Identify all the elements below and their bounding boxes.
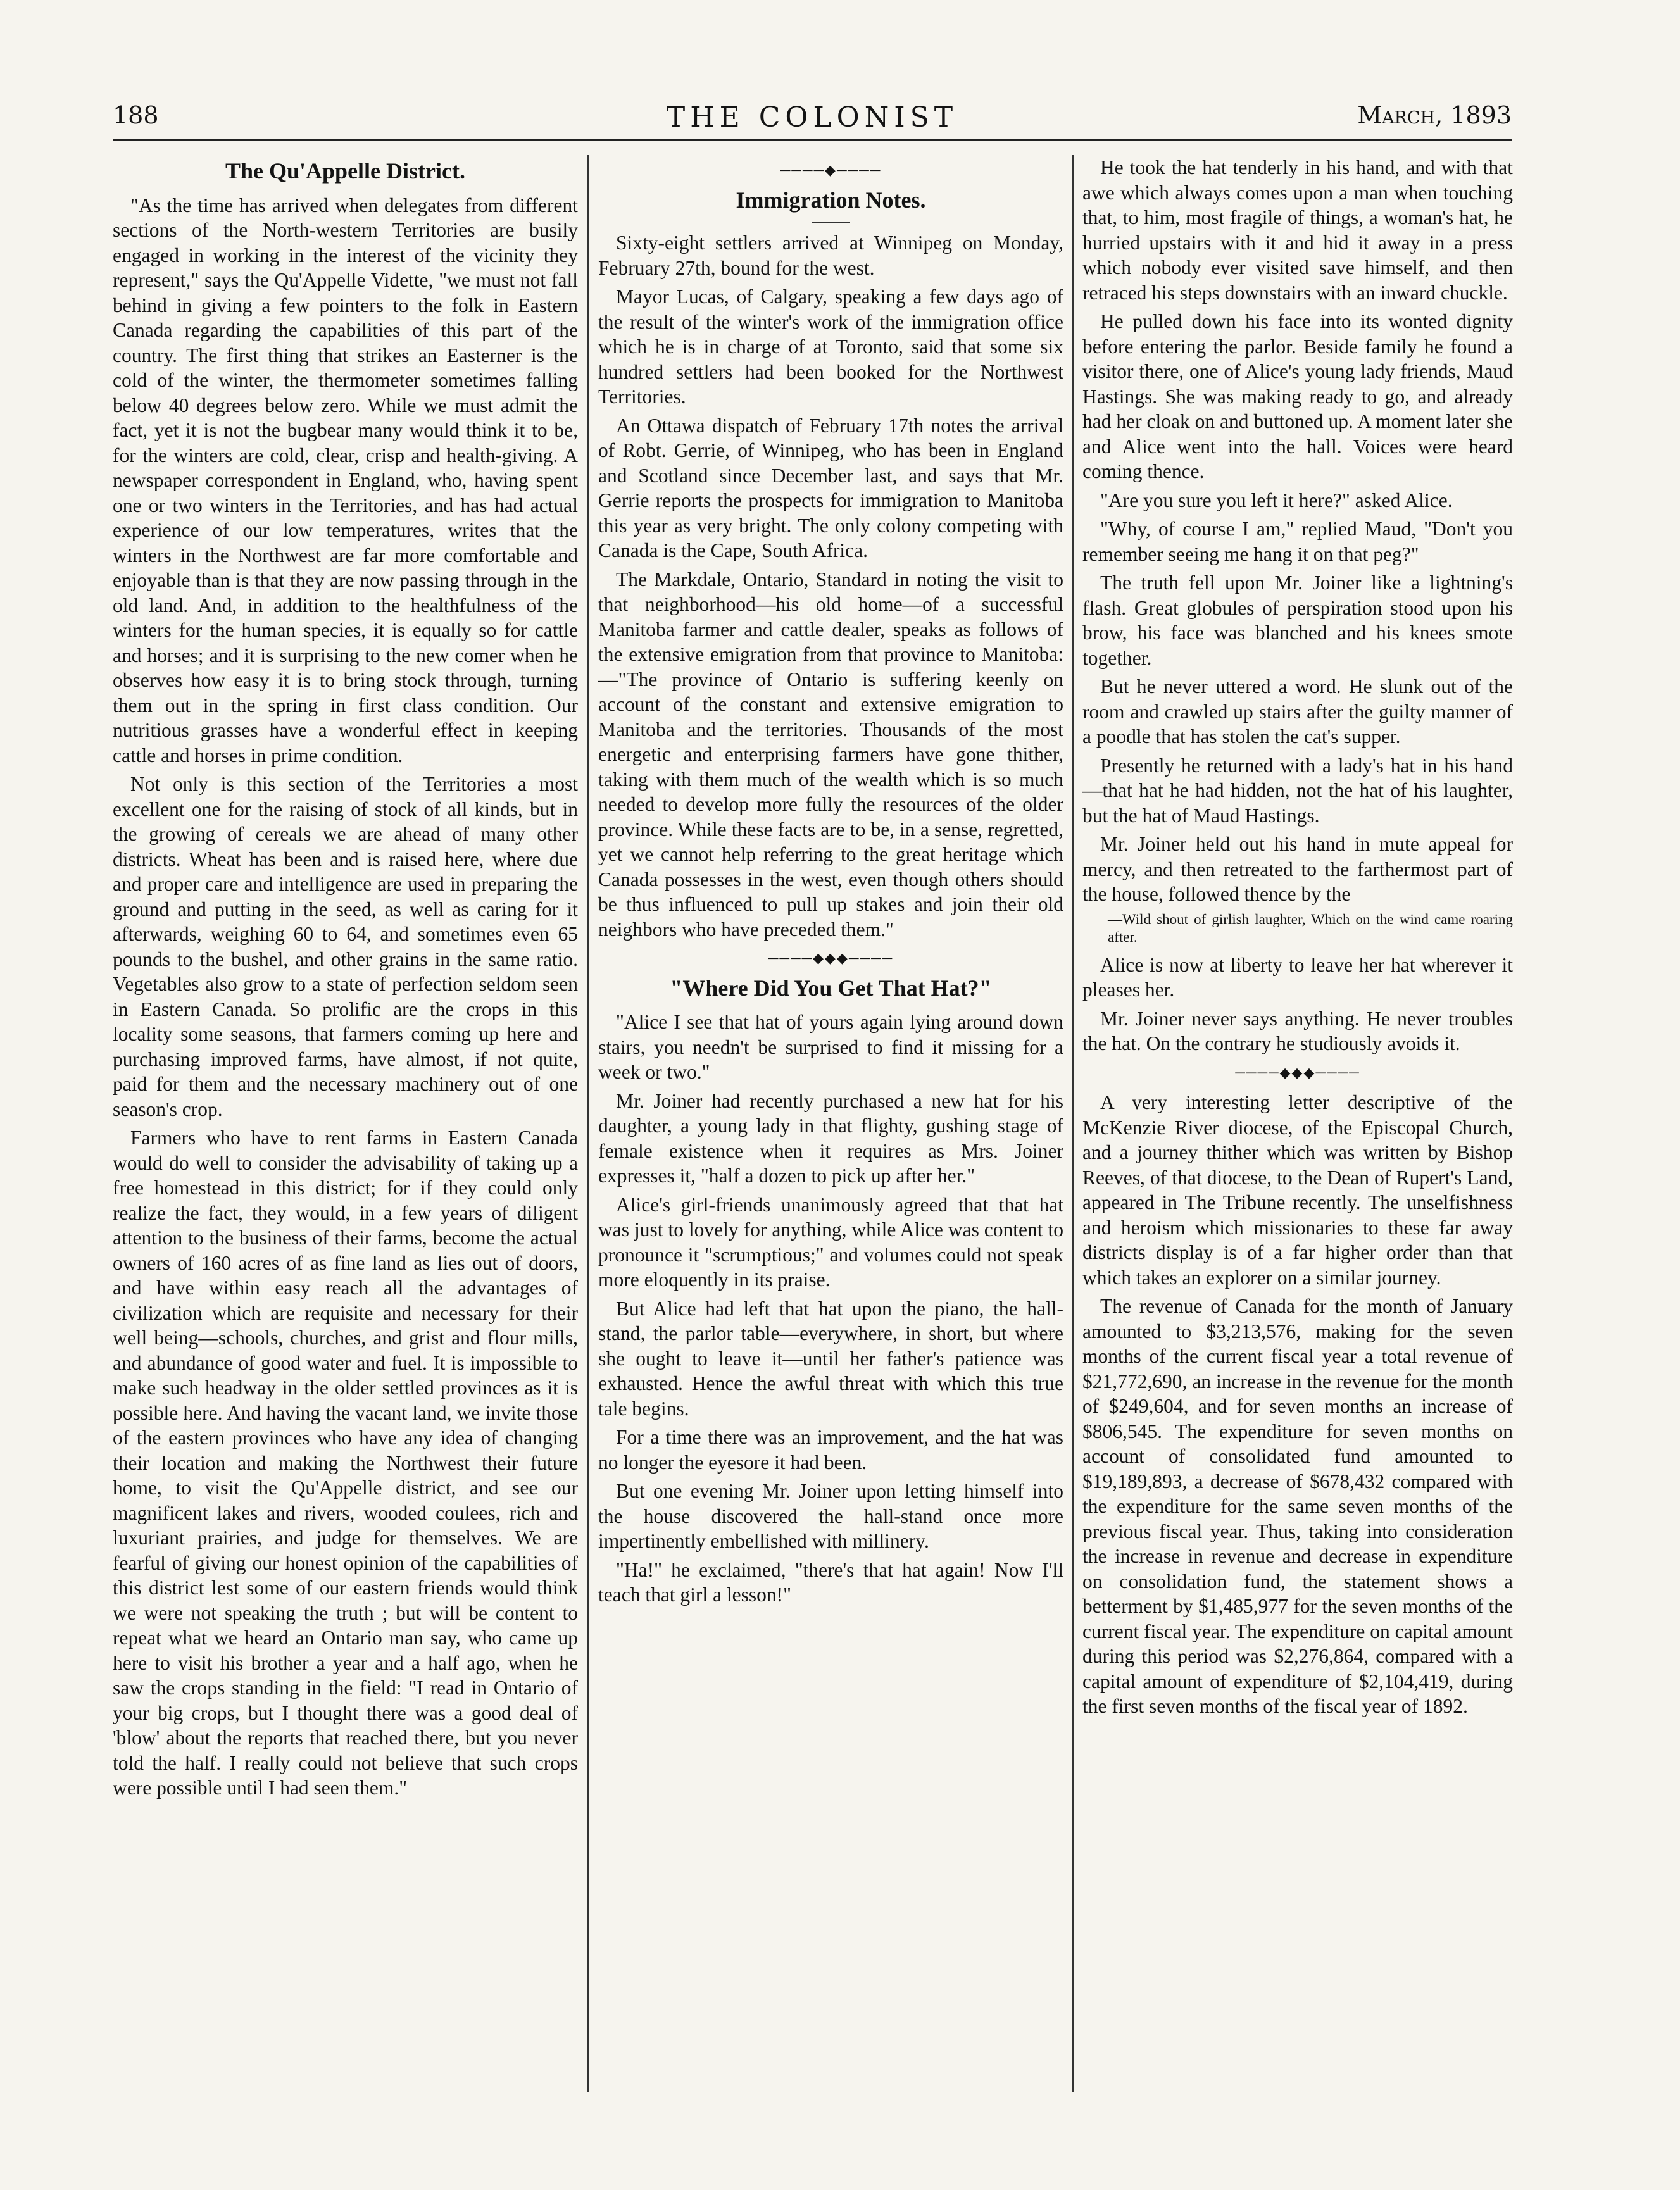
paragraph: "Why, of course I am," replied Maud, "Don't you remember seeing me hang it on that peg?" <box>1082 518 1513 565</box>
section-divider: ────◆──── <box>780 162 882 178</box>
article-title-immigration: Immigration Notes. <box>736 187 926 213</box>
article-title-hat: "Where Did You Get That Hat?" <box>670 975 992 1001</box>
paragraph: An Ottawa dispatch of February 17th notes the arrival of Robt. Gerrie, of Winnipeg, who has been in England and Scotland since December last, and says that Mr. Gerrie reports the prospects for immigration to Manitoba this year as very bright. The only colony competing with Canada is the Cape, South Africa. <box>598 414 1063 561</box>
paragraph: He pulled down his face into its wonted dignity before entering the parlor. Beside family he found a visitor there, one of Alice's young lady friends, Maud Hastings. She was making ready to go, and already had her cloak on and buttoned up. A moment later she and Alice went into the hall. Voices were heard coming thence. <box>1082 310 1513 482</box>
paragraph: Alice is now at liberty to leave her hat wherever it pleases her. <box>1082 953 1513 1001</box>
paragraph: But he never uttered a word. He slunk out of the room and crawled up stairs after the guilty manner of a poodle that has stolen the cat's supper. <box>1082 675 1513 748</box>
paragraph: "As the time has arrived when delegates from different sections of the North-western Territories are busily engaged in working in the interest of the vicinity they represent," says the Qu'Appelle Vidette, "we must not fall behind in giving a few pointers to the folk in Eastern Canada regarding the capabilities of this part of the country. The first thing that strikes an Easterner is the cold of the winter, the thermometer sometimes falling below 40 degrees below zero. While we must admit the fact, yet it is not the bugbear many would think it to be, for the winters are cold, clear, crisp and health-giving. A newspaper correspondent in England, who, having spent one or two winters in the Territories, and has had actual experience of our low temperatures, writes that the winters in the Northwest are far more comfortable and enjoyable than is that they are now passing through in the old land. And, in addition to the healthfulness of the winters for the human species, it is equally so for cattle and horses; and it is surprising to the new comer when he observes how easy it is to bring stock through, turning them out in the spring in first class condition. Our nutritious grasses have a wonderful effect in keeping cattle and horses in prime condition. <box>113 194 578 766</box>
column-rule-2 <box>1072 155 1074 2092</box>
verse-quote: —Wild shout of girlish laughter, Which on the wind came roaring after. <box>1108 911 1513 945</box>
paragraph-mckenzie-diocese: A very interesting letter descriptive of the McKenzie River diocese, of the Episcopal Church, and a journey thither which was written by Bishop Reeves, of that diocese, to the Dean of Rupert's Land, appeared in The Tribune recently. The unselfishness and heroism which missionaries to these far away districts display is of a far higher order than that which takes an explorer on a similar journey. <box>1082 1091 1513 1289</box>
page-number: 188 <box>113 101 159 129</box>
paragraph: Sixty-eight settlers arrived at Winnipeg on Monday, February 27th, bound for the west. <box>598 232 1063 279</box>
paragraph: Alice's girl-friends unanimously agreed that that hat was just to lovely for anything, while Alice was content to pronounce it "scrumptious;" and volumes could not speak more eloquently in its praise. <box>598 1193 1063 1291</box>
title-underline <box>812 222 850 223</box>
masthead-title: THE COLONIST <box>666 101 958 134</box>
paragraph: But one evening Mr. Joiner upon letting himself into the house discovered the hall-stand once more impertinently embellished with millinery. <box>598 1480 1063 1552</box>
column-3 <box>1082 155 1513 2117</box>
paragraph: "Alice I see that hat of yours again lying around down stairs, you needn't be surprised to find it missing for a week or two." <box>598 1011 1063 1083</box>
paragraph: Not only is this section of the Territories a most excellent one for the raising of stock of all kinds, but in the growing of cereals we are ahead of many other districts. Wheat has been and is raised here, where due and proper care and intelligence are used in preparing the ground and putting in the seed, as well as caring for it afterwards, weighing 60 to 64, and sometimes even 65 pounds to the bushel, and other grains in the same ratio. Vegetables also grow to a state of perfection seldom seen in Eastern Canada. So prolific are the crops in this locality some seasons, that farmers coming up here and purchasing improved farms, have almost, if not quite, paid for them and the necessary machinery out of one season's crop. <box>113 773 578 1120</box>
section-divider: ────◆◆◆──── <box>1235 1064 1360 1080</box>
column-1 <box>113 155 578 2117</box>
paragraph-revenue: The revenue of Canada for the month of January amounted to $3,213,576, making for the seven months of the current fiscal year a total revenue of $21,772,690, an increase in the revenue for the month of $249,604, and for seven months an increase of $806,545. The expenditure for seven months on account of consolidated fund amounted to $19,189,893, a decrease of $678,432 compared with the expenditure for the same seven months of the previous fiscal year. Thus, taking into consideration the increase in revenue and decrease in expenditure on consolidation fund, the statement shows a betterment by $1,485,977 for the seven months of the current fiscal year. The expenditure on capital amount during this period was $2,276,864, compared with a capital amount of expenditure of $2,104,419, during the first seven months of the fiscal year of 1892. <box>1082 1295 1513 1717</box>
paragraph: Mayor Lucas, of Calgary, speaking a few days ago of the result of the winter's work of the immigration office which he is in charge of at Toronto, said that some six hundred settlers had been booked for the Northwest Territories. <box>598 285 1063 408</box>
paragraph: The truth fell upon Mr. Joiner like a lightning's flash. Great globules of perspiration stood upon his brow, his face was blanched and his knees smote together. <box>1082 572 1513 669</box>
paragraph: The Markdale, Ontario, Standard in noting the visit to that neighborhood—his old home—of a successful Manitoba farmer and cattle dealer, speaks as follows of the extensive emigration from that province to Manitoba:—"The province of Ontario is suffering keenly on account of the constant and extensive emigration to Manitoba and the territories. Thousands of the most energetic and enterprising farmers have gone thither, taking with them much of the wealth which is so much needed to develop more fully the resources of the older province. While these facts are to be, in a sense, regretted, yet we cannot help referring to the great heritage which Canada possesses in the west, even though others should be thus influenced to pull up stakes and join their old neighbors who have preceded them." <box>598 568 1063 941</box>
column-2 <box>598 155 1063 2117</box>
page-header <box>113 95 1512 141</box>
paragraph: But Alice had left that hat upon the piano, the hall-stand, the parlor table—everywhere, in short, but where she ought to leave it—until her father's patience was exhausted. Hence the awful threat with which this true tale begins. <box>598 1297 1063 1420</box>
paragraph: Mr. Joiner held out his hand in mute appeal for mercy, and then retreated to the farthermost part of the house, followed thence by the <box>1082 833 1513 905</box>
paragraph: He took the hat tenderly in his hand, and with that awe which always comes upon a man when touching that, to him, most fragile of things, a woman's hat, he hurried upstairs with it and hid it away in a press which nobody ever visited save himself, and then retraced his steps downstairs with an inward chuckle. <box>1082 156 1513 304</box>
paragraph: For a time there was an improvement, and the hat was no longer the eyesore it had been. <box>598 1426 1063 1474</box>
paragraph: Mr. Joiner had recently purchased a new hat for his daughter, a young lady in that flighty, gushing stage of female existence when it requires as Mrs. Joiner expresses it, "half a dozen to pick up after her." <box>598 1089 1063 1187</box>
paragraph: "Ha!" he exclaimed, "there's that hat again! Now I'll teach that girl a lesson!" <box>598 1558 1063 1606</box>
paragraph: Farmers who have to rent farms in Eastern Canada would do well to consider the advisability of taking up a free homestead in this district; for if they could only realize the fact, they would, in a few years of diligent attention to the business of their farms, become the actual owners of 160 acres of as fine land as lies out of doors, and have within easy reach all the advantages of civilization which are requisite and necessary for their well being—schools, churches, and grist and flour mills, and abundance of good water and fuel. It is impossible to make such headway in the older settled provinces as it is possible here. And having the vacant land, we invite those of the eastern provinces who have any idea of changing their location and making the Northwest their future home, to visit the Qu'Appelle district, and see our magnificent lakes and rivers, wooded coulees, rich and luxuriant prairies, and judge for themselves. We are fearful of giving our honest opinion of the capabilities of this district lest some of our eastern friends would think we were not speaking the truth ; but will be content to repeat what we heard an Ontario man say, who came up here to visit his brother a year and a half ago, when he saw the crops standing in the field: "I read in Ontario of your big crops, but I thought there was a good deal of 'blow' about the reports that reached there, but you never told the half. I really could not believe that such crops were possible until I had seen them." <box>113 1127 578 1799</box>
paragraph: Mr. Joiner never says anything. He never troubles the hat. On the contrary he studiously avoids it. <box>1082 1007 1513 1054</box>
paragraph: "Are you sure you left it here?" asked Alice. <box>1100 489 1453 511</box>
issue-date: March, 1893 <box>1357 101 1512 129</box>
paragraph: Presently he returned with a lady's hat in his hand—that hat he had hidden, not the hat of his laughter, but the hat of Maud Hastings. <box>1082 754 1513 827</box>
article-title-quappelle: The Qu'Appelle District. <box>225 158 465 184</box>
column-rule-1 <box>587 155 589 2092</box>
section-divider: ────◆◆◆──── <box>768 950 894 966</box>
